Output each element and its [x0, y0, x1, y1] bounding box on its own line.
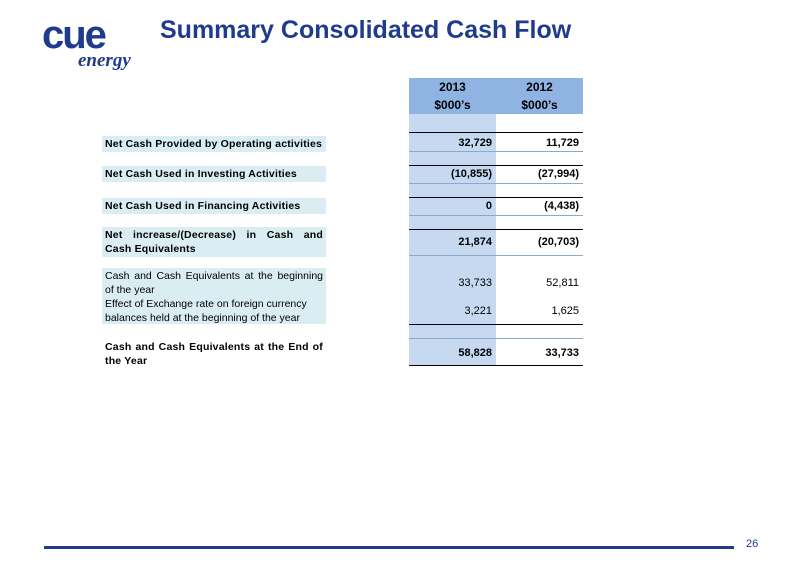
- value-2013-beginning: 33,733: [458, 277, 492, 289]
- logo-word-cue: cue: [42, 13, 105, 57]
- header-year-2013: 2013: [439, 80, 466, 94]
- row-divider: [409, 165, 583, 166]
- footer-rule: [44, 546, 734, 549]
- row-label-investing: Net Cash Used in Investing Activities: [102, 166, 326, 182]
- value-2013-end-of-year: 58,828: [458, 347, 492, 359]
- row-divider: [409, 365, 583, 366]
- row-divider: [409, 229, 583, 230]
- row-divider: [409, 183, 583, 184]
- row-label-end-of-year: Cash and Cash Equivalents at the End of the Year: [105, 341, 323, 367]
- cue-energy-logo: [40, 12, 150, 70]
- page-number: 26: [746, 538, 759, 550]
- page-title: Summary Consolidated Cash Flow: [160, 16, 572, 44]
- header-col-2012: [496, 78, 583, 114]
- row-label-net-increase: Net increase/(Decrease) in Cash and Cash Equivalents: [102, 227, 326, 257]
- logo-word-energy: energy: [78, 50, 131, 70]
- header-unit-2012: $000’s: [521, 98, 558, 112]
- value-2012-beginning: 52,811: [546, 277, 579, 289]
- value-2013-net-increase: 21,874: [458, 236, 492, 248]
- row-divider: [409, 338, 583, 339]
- row-divider: [409, 324, 583, 325]
- value-2012-operating: 11,729: [545, 137, 579, 149]
- row-divider: [409, 215, 583, 216]
- value-2012-net-increase: (20,703): [538, 236, 579, 248]
- header-col-2013: [409, 78, 496, 114]
- row-label-financing: Net Cash Used in Financing Activities: [102, 198, 326, 214]
- value-2012-fx-effect: 1,625: [551, 305, 579, 317]
- value-2012-financing: (4,438): [544, 200, 579, 212]
- header-year-2012: 2012: [526, 80, 553, 94]
- row-label-operating: Net Cash Provided by Operating activities: [102, 136, 326, 152]
- row-divider: [409, 132, 583, 133]
- row-divider: [409, 255, 583, 256]
- row-divider: [409, 197, 583, 198]
- value-2012-investing: (27,994): [538, 168, 579, 180]
- value-2013-financing: 0: [485, 200, 492, 212]
- value-2013-operating: 32,729: [458, 137, 492, 149]
- value-2012-end-of-year: 33,733: [545, 347, 579, 359]
- value-2013-investing: (10,855): [451, 168, 492, 180]
- header-unit-2013: $000’s: [434, 98, 471, 112]
- row-divider: [409, 151, 583, 152]
- row-label-beginning: Cash and Cash Equivalents at the beginning of the year: [102, 268, 326, 296]
- value-2013-fx-effect: 3,221: [464, 305, 492, 317]
- row-label-fx-effect: Effect of Exchange rate on foreign currency balances held at the beginning of the year: [102, 296, 326, 324]
